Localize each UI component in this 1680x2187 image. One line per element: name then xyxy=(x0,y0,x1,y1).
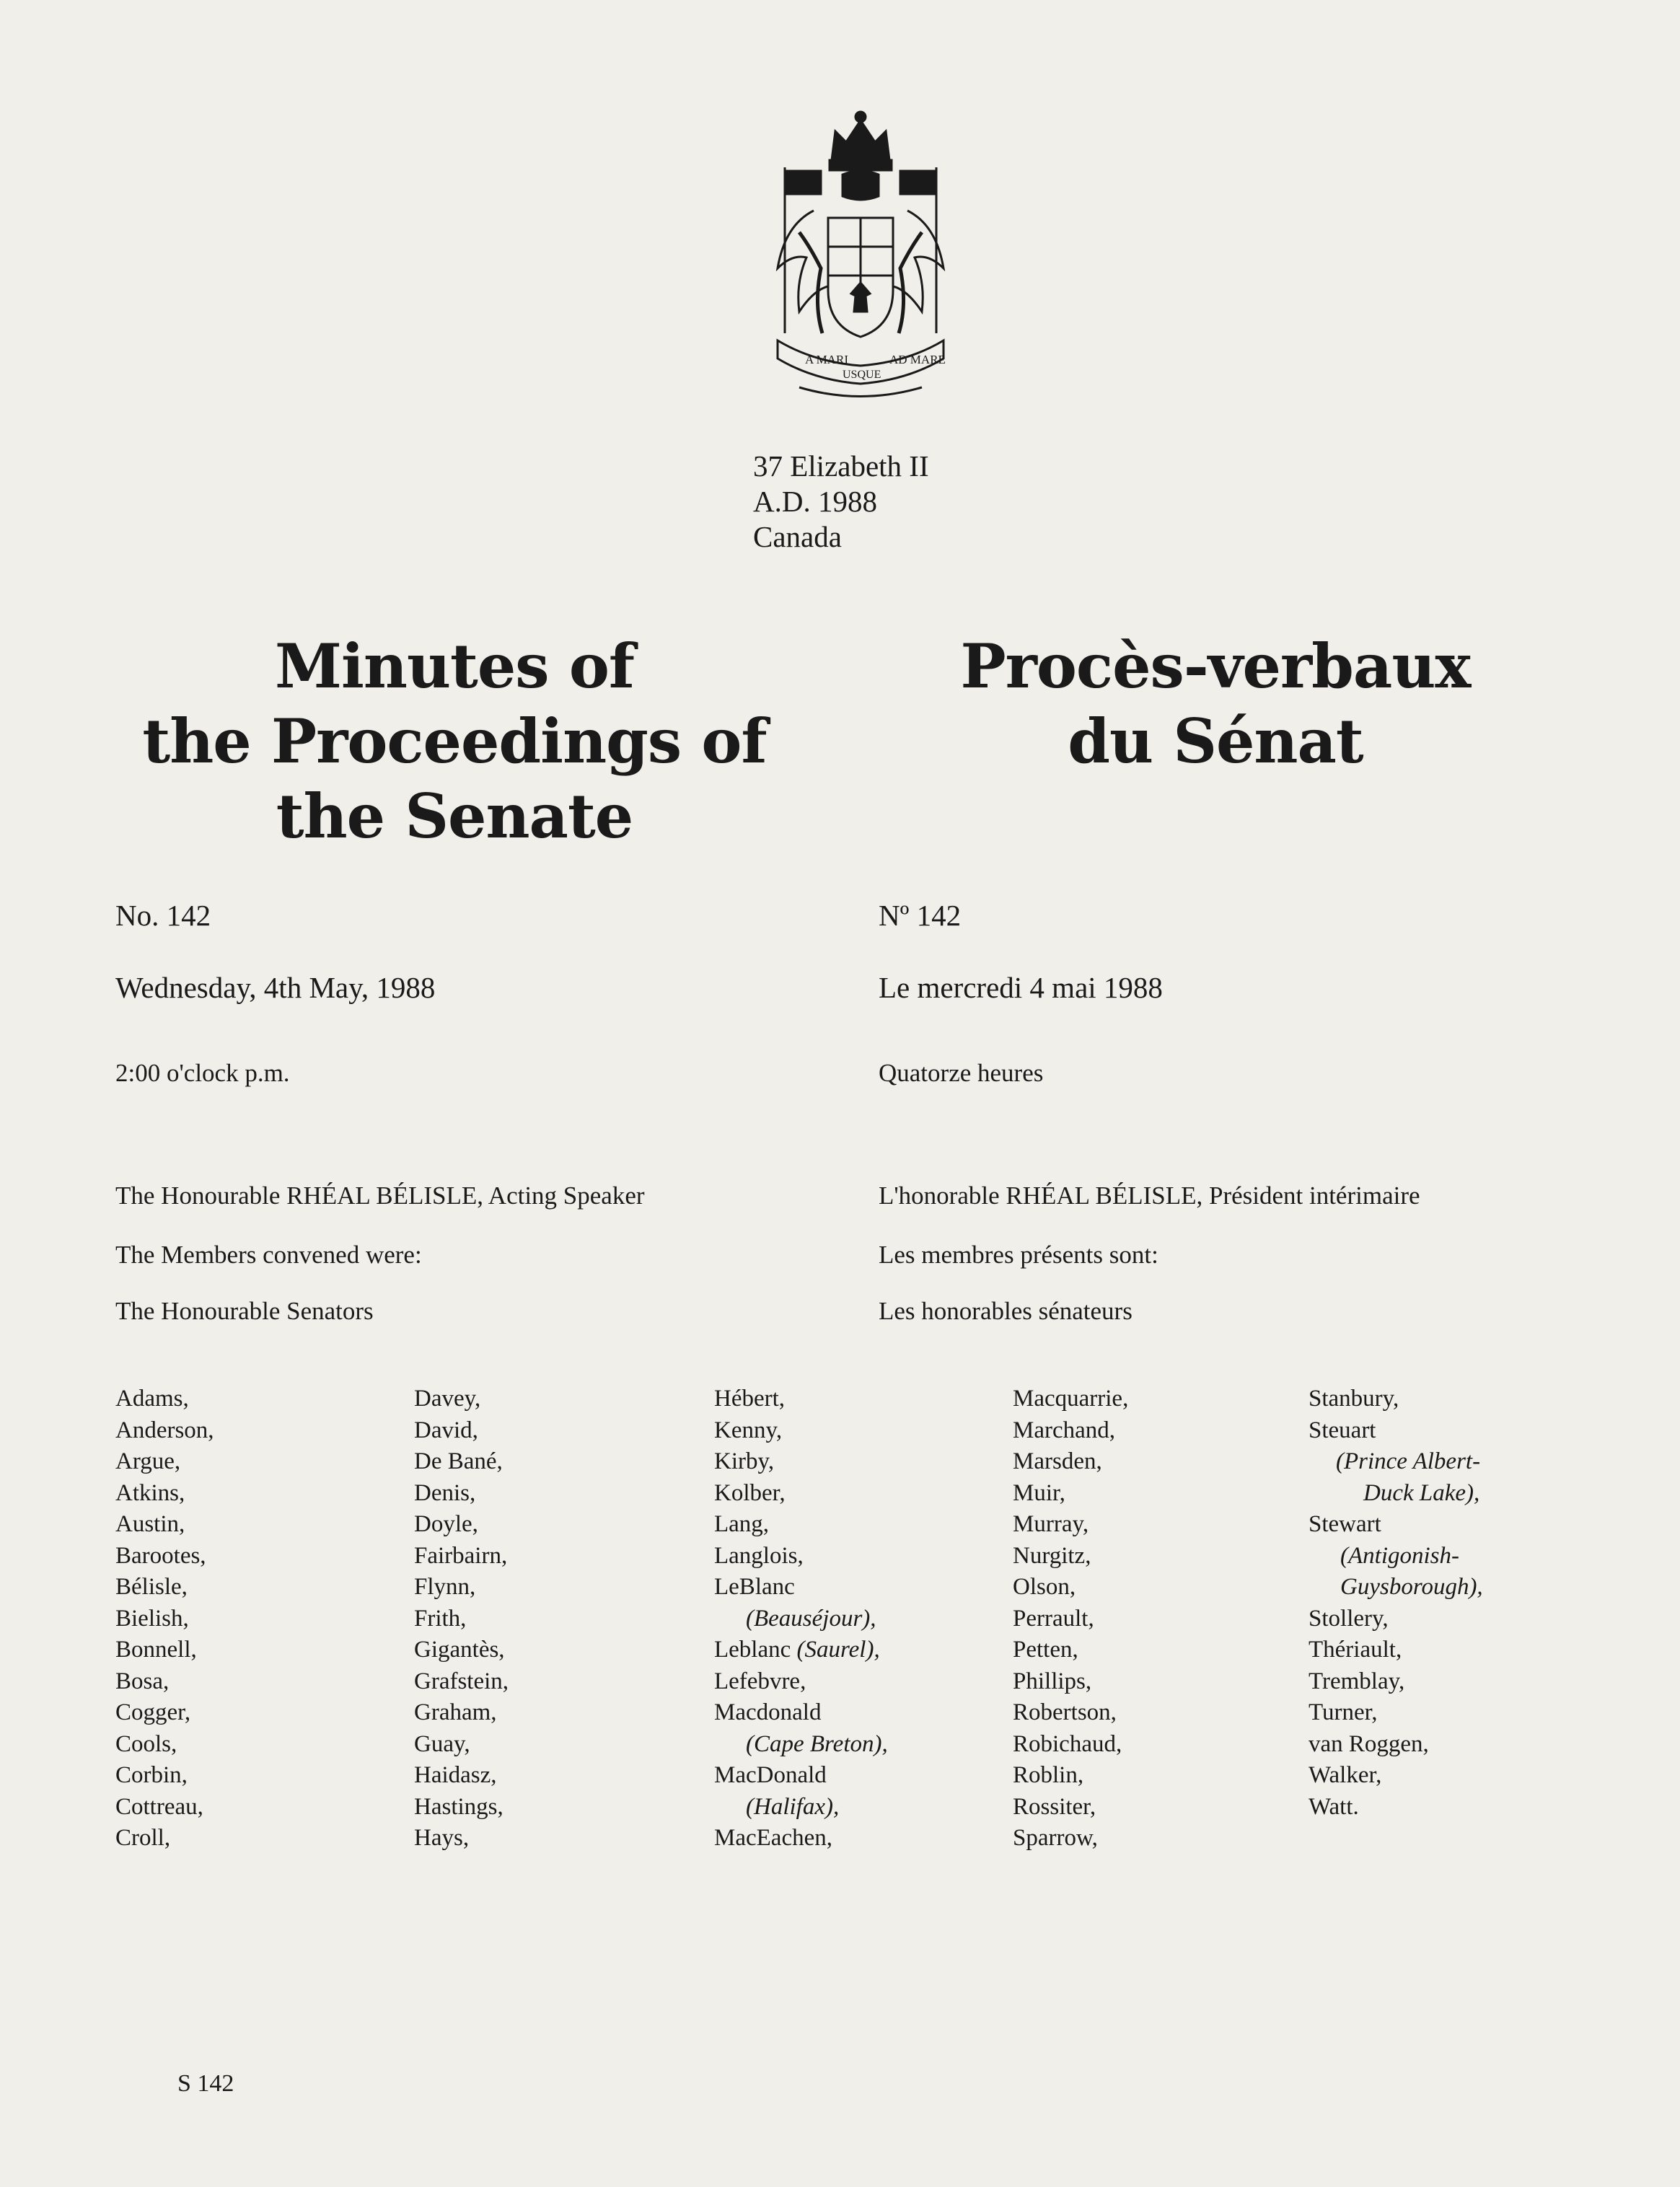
english-date: Wednesday, 4th May, 1988 xyxy=(115,971,436,1004)
senator-name: Grafstein, xyxy=(414,1668,509,1694)
senator-name: Atkins, xyxy=(115,1479,185,1506)
senator-name: Robichaud, xyxy=(1013,1730,1122,1757)
motto-center: USQUE xyxy=(843,369,881,381)
senator-name: MacDonald xyxy=(714,1762,827,1788)
senator-name: Stanbury, xyxy=(1309,1386,1399,1412)
senators-column-5 xyxy=(1309,1383,1483,1823)
senators-column-3 xyxy=(714,1383,888,1854)
senator-name: Bielish, xyxy=(115,1605,189,1632)
senator-division: Guysborough), xyxy=(1340,1574,1483,1600)
anno-domini: A.D. 1988 xyxy=(753,485,877,518)
french-number: Nº 142 xyxy=(879,899,962,932)
french-time: Quatorze heures xyxy=(879,1059,1044,1087)
senator-name: Stewart xyxy=(1309,1511,1381,1537)
senator-name: David, xyxy=(414,1417,478,1443)
senators-column-1 xyxy=(115,1383,214,1854)
senator-name: Guay, xyxy=(414,1730,470,1757)
senator-name: Nurgitz, xyxy=(1013,1542,1091,1569)
senator-name: Davey, xyxy=(414,1386,481,1412)
senator-name: Haidasz, xyxy=(414,1762,497,1788)
senator-division: (Saurel), xyxy=(796,1637,880,1663)
senators-column-2 xyxy=(414,1383,509,1854)
senator-name: Hébert, xyxy=(714,1386,786,1412)
senator-name: Marsden, xyxy=(1013,1448,1102,1474)
senator-name: Steuart xyxy=(1309,1417,1376,1443)
senator-name: Flynn, xyxy=(414,1574,476,1600)
regnal-year: 37 Elizabeth II xyxy=(753,449,929,483)
senator-name: Leblanc xyxy=(714,1637,797,1663)
senator-name: Muir, xyxy=(1013,1479,1065,1506)
motto-left: A MARI xyxy=(805,353,848,366)
senators-column-4 xyxy=(1013,1383,1128,1854)
senator-name: Denis, xyxy=(414,1479,476,1506)
english-time: 2:00 o'clock p.m. xyxy=(115,1059,290,1087)
senator-name: Bonnell, xyxy=(115,1637,197,1663)
senator-name: Roblin, xyxy=(1013,1762,1084,1788)
senator-name: Kolber, xyxy=(714,1479,786,1506)
senator-name: Watt. xyxy=(1309,1793,1359,1820)
senator-name: Cottreau, xyxy=(115,1793,203,1820)
senator-name: Anderson, xyxy=(115,1417,214,1443)
senator-division: (Cape Breton), xyxy=(746,1730,888,1757)
senator-name: Robertson, xyxy=(1013,1699,1117,1725)
senator-name: Croll, xyxy=(115,1825,171,1851)
senator-name: Petten, xyxy=(1013,1637,1078,1663)
senator-name: Langlois, xyxy=(714,1542,804,1569)
senator-name: Graham, xyxy=(414,1699,497,1725)
senator-name: Thériault, xyxy=(1309,1637,1402,1663)
senator-name: Walker, xyxy=(1309,1762,1382,1788)
regnal-year-block xyxy=(753,449,929,555)
senator-name: Murray, xyxy=(1013,1511,1089,1537)
senator-name: Hays, xyxy=(414,1825,470,1851)
french-title: Procès-verbaux du Sénat xyxy=(960,630,1471,777)
english-speaker: The Honourable RHÉAL BÉLISLE, Acting Speaker xyxy=(115,1181,645,1210)
country: Canada xyxy=(753,520,842,553)
english-title: Minutes of the Proceedings of the Senate xyxy=(142,630,767,852)
french-date: Le mercredi 4 mai 1988 xyxy=(879,971,1163,1004)
senator-name: Adams, xyxy=(115,1386,189,1412)
senator-name: Kenny, xyxy=(714,1417,783,1443)
senator-name: Olson, xyxy=(1013,1574,1076,1600)
senator-name: Stollery, xyxy=(1309,1605,1389,1632)
senator-name: De Bané, xyxy=(414,1448,503,1474)
senator-name: Corbin, xyxy=(115,1762,188,1788)
french-senators-heading: Les honorables sénateurs xyxy=(879,1297,1133,1325)
senator-name: Bosa, xyxy=(115,1668,170,1694)
french-speaker: L'honorable RHÉAL BÉLISLE, Président intérimaire xyxy=(879,1181,1420,1210)
senator-name: Doyle, xyxy=(414,1511,478,1537)
motto-right: AD MARE xyxy=(889,353,946,366)
senator-name: Phillips, xyxy=(1013,1668,1092,1694)
senator-division: (Prince Albert- xyxy=(1336,1448,1481,1474)
senator-name: Macdonald xyxy=(714,1699,822,1725)
english-senators-heading: The Honourable Senators xyxy=(115,1297,374,1325)
senator-name: Perrault, xyxy=(1013,1605,1094,1632)
senator-name: van Roggen, xyxy=(1309,1730,1429,1757)
coat-of-arms-icon xyxy=(770,102,951,405)
senator-division: (Halifax), xyxy=(746,1793,840,1820)
senator-name: Fairbairn, xyxy=(414,1542,508,1569)
senator-name: Macquarrie, xyxy=(1013,1386,1129,1412)
senator-name: Hastings, xyxy=(414,1793,503,1820)
senator-name: Barootes, xyxy=(115,1542,206,1569)
english-number: No. 142 xyxy=(115,899,211,932)
senator-name: Bélisle, xyxy=(115,1574,188,1600)
senator-name: Sparrow, xyxy=(1013,1825,1098,1851)
english-convened: The Members convened were: xyxy=(115,1241,422,1269)
senator-name: Tremblay, xyxy=(1309,1668,1405,1694)
senator-division: (Antigonish- xyxy=(1340,1542,1459,1569)
senator-name: Cools, xyxy=(115,1730,177,1757)
senator-name: Lefebvre, xyxy=(714,1668,806,1694)
senator-name: Turner, xyxy=(1309,1699,1378,1725)
senator-name: Austin, xyxy=(115,1511,185,1537)
page-folio: S 142 xyxy=(177,2070,234,2097)
senator-name: LeBlanc xyxy=(714,1574,795,1600)
senator-name: Marchand, xyxy=(1013,1417,1116,1443)
senator-name: Frith, xyxy=(414,1605,467,1632)
senator-name: MacEachen, xyxy=(714,1825,832,1851)
senator-division: Duck Lake), xyxy=(1363,1479,1480,1506)
french-convened: Les membres présents sont: xyxy=(879,1241,1158,1269)
senator-division: (Beauséjour), xyxy=(746,1605,876,1632)
senator-name: Kirby, xyxy=(714,1448,775,1474)
senator-name: Cogger, xyxy=(115,1699,191,1725)
senator-name: Rossiter, xyxy=(1013,1793,1096,1820)
senator-name: Lang, xyxy=(714,1511,770,1537)
senator-name: Argue, xyxy=(115,1448,181,1474)
senator-name: Gigantès, xyxy=(414,1637,505,1663)
